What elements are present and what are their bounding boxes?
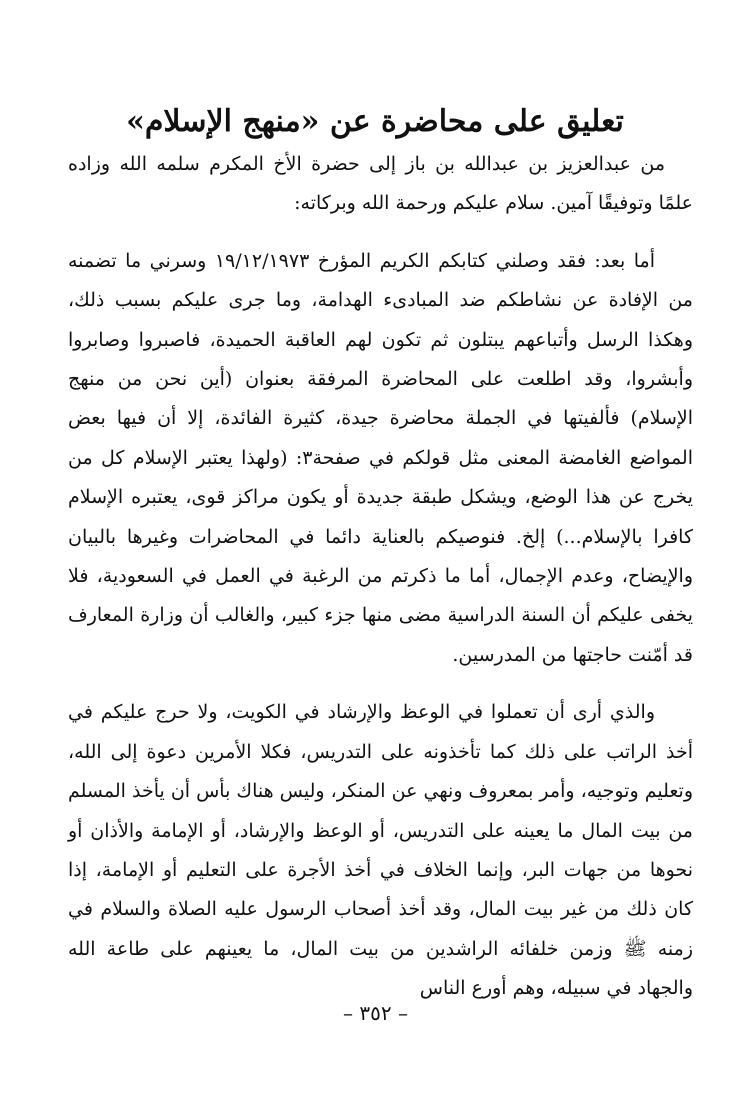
body-text [68,145,693,1009]
page-title: تعليق على محاضرة عن «منهج الإسلام» [126,104,624,139]
page-number: – ٣٥٢ – [343,1001,408,1025]
paragraph-main: أما بعد: فقد وصلني كتابكم الكريم المؤرخ ١٩/١٢/١٩٧٣ وسرني ما تضمنه من الإفادة عن نشاطكم ضد المبادىء الهدامة، وما جرى عليكم بسبب ذلك، وهكذا الرسل وأتباعهم يبتلون ثم تكون لهم العاقبة الحميدة، فاصبروا وصابروا وأبشروا، وقد اطلعت على المحاضرة المرفقة بعنوان (أين نحن من منهج الإسلام) فألفيتها في الجملة محاضرة جيدة، كثيرة الفائدة، إلا أن فيها بعض المواضع الغامضة المعنى مثل قولكم في صفحة٣: (ولهذا يعتبر الإسلام كل من يخرج عن هذا الوضع، ويشكل طبقة جديدة أو يكون مراكز قوى، يعتبره الإسلام كافرا بالإسلام...) إلخ. فنوصيكم بالعناية دائما في المحاضرات وغيرها بالبيان والإيضاح، وعدم الإجمال، أما ما ذكرتم من الرغبة في العمل في السعودية، فلا يخفى عليكم أن السنة الدراسية مضى منها جزء كبير، والغالب أن وزارة المعارف قد أمّنت حاجتها من المدرسين. [68,249,693,666]
paragraph-greeting: من عبدالعزيز بن عبدالله بن باز إلى حضرة الأخ المكرم سلمه الله وزاده علمًا وتوفيقًا آمين. سلام عليكم ورحمة الله وبركاته: [68,153,693,215]
paragraph-advice: والذي أرى أن تعملوا في الوعظ والإرشاد في الكويت، ولا حرج عليكم في أخذ الراتب على ذلك كما تأخذونه على التدريس، فكلا الأمرين دعوة إلى الله، وتعليم وتوجيه، وأمر بمعروف ونهي عن المنكر، وليس هناك بأس أن يأخذ المسلم من بيت المال ما يعينه على التدريس، أو الوعظ والإرشاد، أو الإمامة والأذان أو نحوها من جهات البر، وإنما الخلاف في أخذ الأجرة على التعليم أو الإمامة، إذا كان ذلك من غير بيت المال، وقد أخذ أصحاب الرسول عليه الصلاة والسلام في زمنه ﷺ وزمن خلفائه الراشدين من بيت المال، ما يعينهم على طاعة الله والجهاد في سبيله، وهم أورع الناس [68,701,693,1000]
